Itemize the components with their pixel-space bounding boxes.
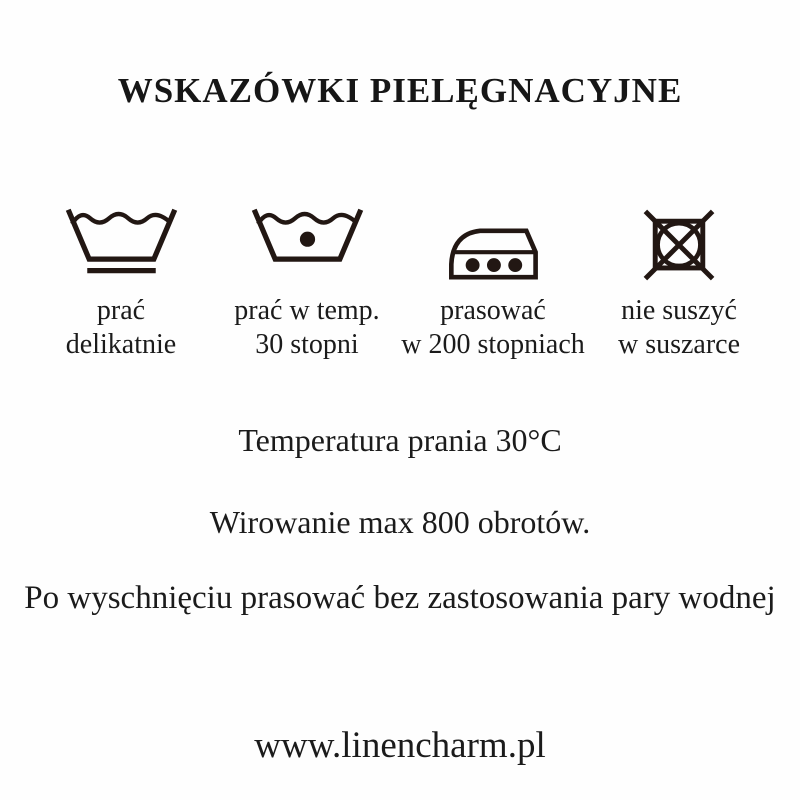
website-url: www.linencharm.pl	[254, 725, 546, 766]
care-symbol-label-line: prasować	[440, 295, 546, 326]
care-symbol-label-line: 30 stopni	[255, 329, 359, 360]
care-symbol-wash-30	[214, 204, 400, 362]
iron-200-degrees-icon	[443, 204, 543, 282]
care-symbol-wash-delicate	[28, 204, 214, 362]
care-symbol-label-line: prać	[96, 295, 146, 326]
care-symbol-iron-200	[400, 204, 586, 362]
care-symbol-label-line: w suszarce	[617, 329, 741, 360]
care-symbol-label-line: prać w temp.	[234, 295, 380, 326]
note-wash-temperature: Temperatura prania 30°C	[238, 422, 562, 458]
wash-delicate-icon	[64, 204, 179, 282]
care-symbol-label-line: delikatnie	[65, 329, 177, 360]
note-ironing-instruction: Po wyschnięciu prasować bez zastosowania pary wodnej	[24, 580, 776, 616]
care-symbol-label	[66, 294, 176, 362]
care-symbol-label-line: nie suszyć	[621, 295, 737, 326]
note-spin-speed: Wirowanie max 800 obrotów.	[209, 504, 591, 540]
care-symbol-label-line: w 200 stopniach	[401, 329, 585, 360]
care-symbols-row	[28, 204, 772, 362]
care-symbol-no-tumble-dry	[586, 204, 772, 362]
care-symbol-label	[618, 294, 740, 362]
care-symbol-label	[401, 294, 585, 362]
wash-30-degrees-icon	[250, 204, 365, 282]
page-title: WSKAZÓWKI PIELĘGNACYJNE	[117, 71, 683, 110]
no-tumble-dry-icon	[638, 204, 720, 282]
care-symbol-label	[234, 294, 379, 362]
